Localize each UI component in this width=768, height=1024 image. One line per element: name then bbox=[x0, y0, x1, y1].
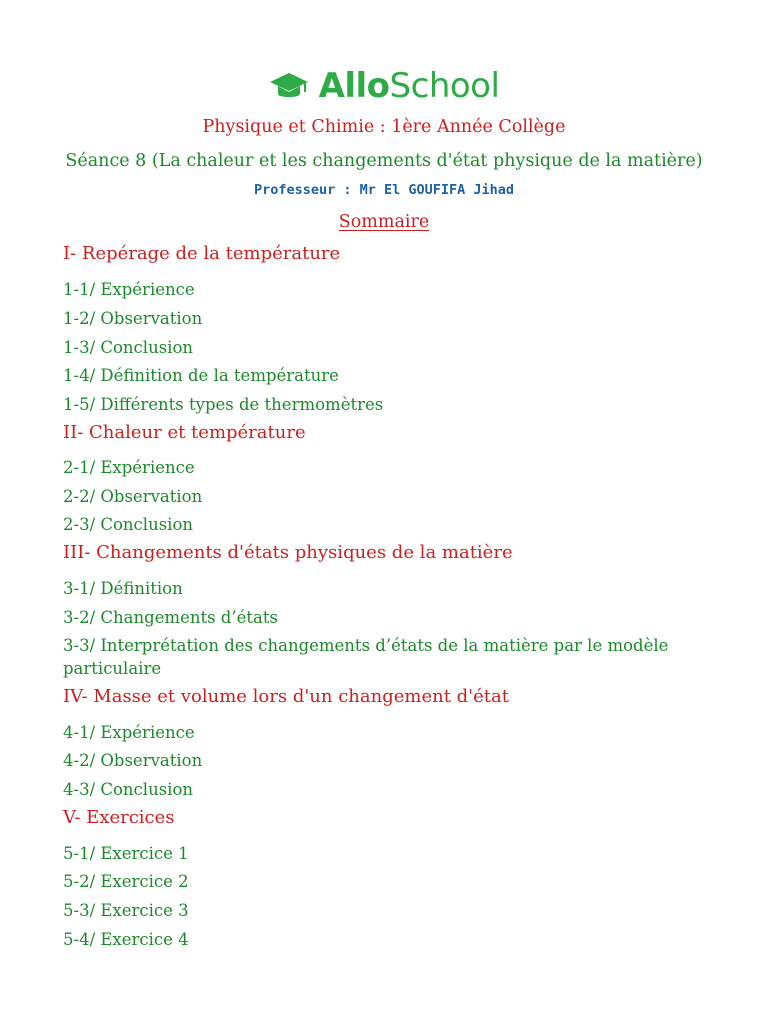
professor-name: Professeur : Mr El GOUFIFA Jihad bbox=[253, 182, 515, 198]
section-item: 1-5/ Différents types de thermomètres bbox=[63, 395, 384, 414]
section-item: 3-1/ Définition bbox=[63, 579, 183, 598]
section-item: 1-4/ Définition de la température bbox=[63, 366, 339, 385]
section-item: 4-1/ Expérience bbox=[63, 723, 195, 742]
seance-title: Séance 8 (La chaleur et les changements d'état physique de la matière) bbox=[65, 151, 703, 171]
section-item: 5-4/ Exercice 4 bbox=[63, 930, 189, 949]
section-item: 2-2/ Observation bbox=[63, 487, 203, 506]
section-item: 1-1/ Expérience bbox=[63, 280, 195, 299]
summary-title: Sommaire bbox=[338, 212, 430, 232]
section-title: II- Chaleur et température bbox=[63, 422, 306, 443]
section-title: III- Changements d'états physiques de la matière bbox=[63, 542, 513, 563]
section-title: V- Exercices bbox=[63, 807, 175, 828]
subject-title: Physique et Chimie : 1ère Année Collège bbox=[202, 117, 566, 137]
section-item: 4-3/ Conclusion bbox=[63, 780, 194, 799]
section-item: 5-3/ Exercice 3 bbox=[63, 901, 189, 920]
logo-text-regular: School bbox=[389, 66, 500, 106]
section-title: I- Repérage de la température bbox=[63, 243, 341, 264]
section-item: 3-3/ Interprétation des changements d’états de la matière par le modèle particulaire bbox=[63, 636, 669, 678]
section-item: 2-1/ Expérience bbox=[63, 458, 195, 477]
section-item: 1-3/ Conclusion bbox=[63, 338, 194, 357]
section-item: 2-3/ Conclusion bbox=[63, 515, 194, 534]
section-item: 3-2/ Changements d’états bbox=[63, 608, 278, 627]
section-title: IV- Masse et volume lors d'un changement d'état bbox=[63, 686, 509, 707]
logo-text-bold: Allo bbox=[318, 66, 390, 106]
section-item: 5-2/ Exercice 2 bbox=[63, 872, 189, 891]
alloschool-logo bbox=[0, 66, 768, 106]
logo-text bbox=[319, 66, 500, 106]
section-item: 4-2/ Observation bbox=[63, 751, 203, 770]
graduation-cap-icon bbox=[269, 71, 309, 101]
section-item: 5-1/ Exercice 1 bbox=[63, 844, 189, 863]
section-item: 1-2/ Observation bbox=[63, 309, 203, 328]
